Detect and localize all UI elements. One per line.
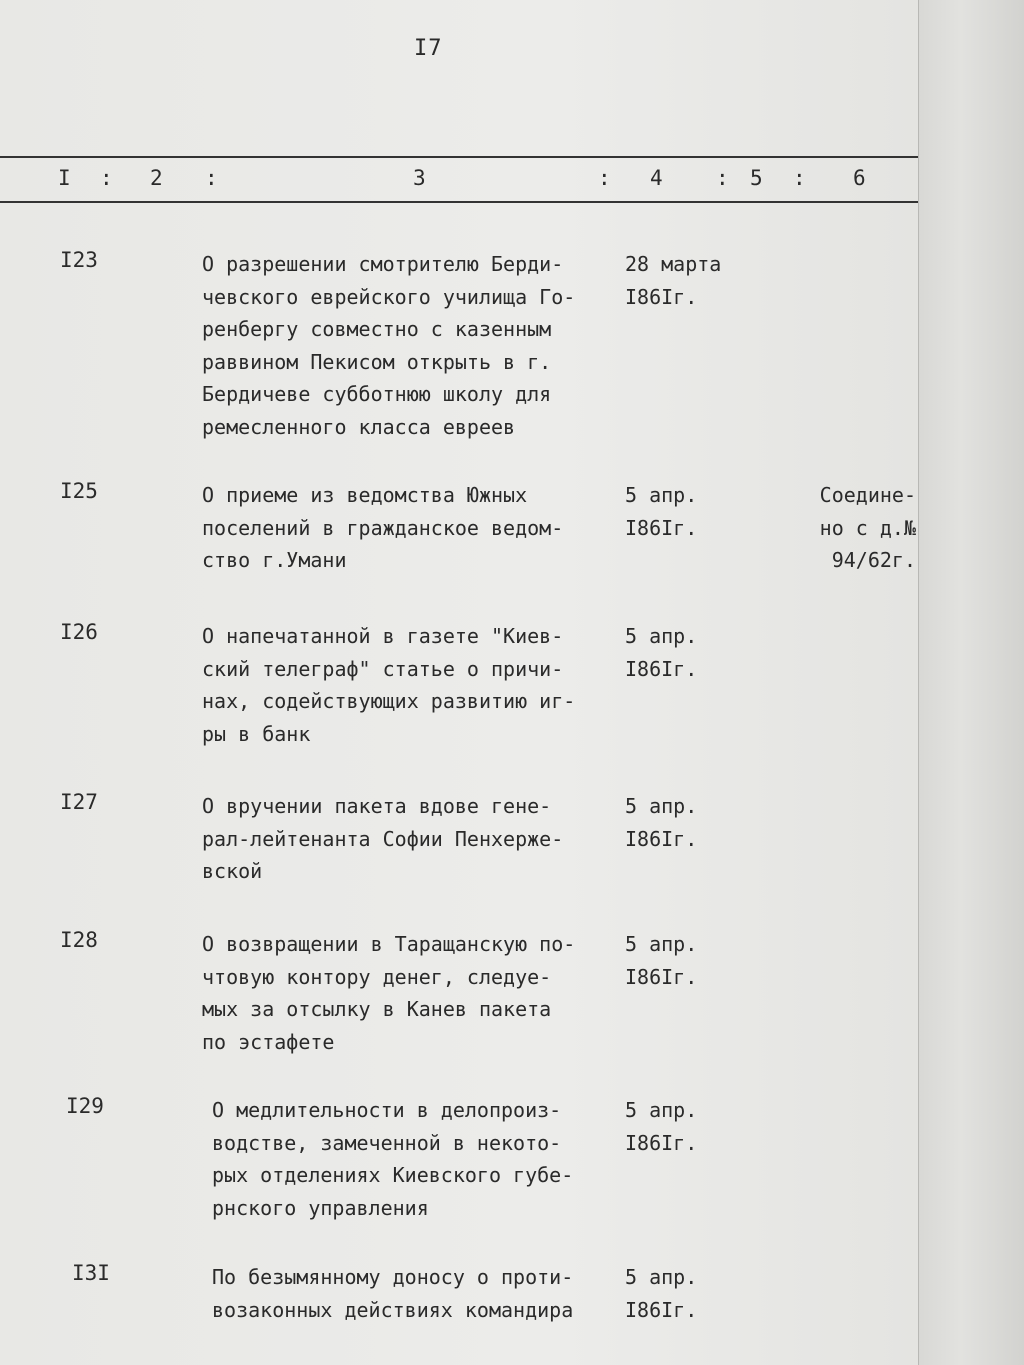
- entry-number: I29: [66, 1094, 104, 1118]
- entry-description: О напечатанной в газете "Киев- ский телеграф" статье о причи- нах, содействующих развитию иг- ры в банк: [202, 624, 576, 746]
- entry-number: I25: [60, 479, 98, 503]
- column-separator: :: [598, 166, 611, 190]
- entry-number: I28: [60, 928, 98, 952]
- page-edge: [918, 0, 1024, 1365]
- column-separator: :: [793, 166, 806, 190]
- entry-description: О разрешении смотрителю Берди- чевского еврейского училища Го- ренбергу совместно с казенным раввином Пекисом открыть в г. Бердичеве субботнюю школу для ремесленного класса евреев: [202, 252, 576, 439]
- entry-description: О возвращении в Таращанскую по- чтовую контору денег, следуе- мых за отсылку в Канев пакета по эстафете: [202, 932, 576, 1054]
- header-top-rule: [0, 156, 918, 158]
- entry-description: По безымянному доносу о проти- возаконных действиях командира: [212, 1265, 574, 1322]
- column-header-2: 2: [150, 166, 163, 190]
- entry-date: 28 марта I86Iг.: [625, 252, 722, 309]
- column-separator: :: [205, 166, 218, 190]
- column-header-3: 3: [413, 166, 426, 190]
- column-header-5: 5: [750, 166, 763, 190]
- entry-date: 5 апр. I86Iг.: [625, 624, 698, 681]
- entry-note: Соедине- но с д.№ 94/62г.: [819, 483, 916, 572]
- page-number: I7: [414, 36, 443, 61]
- entry-description: О вручении пакета вдове гене- рал-лейтенанта Софии Пенхерже- вской: [202, 794, 564, 883]
- column-header-row: [0, 160, 918, 200]
- entry-number: I27: [60, 790, 98, 814]
- column-header-1: I: [58, 166, 71, 190]
- page-edge-line: [918, 0, 919, 1365]
- entry-date: 5 апр. I86Iг.: [625, 1265, 698, 1322]
- entry-description: О медлительности в делопроиз- водстве, замеченной в некото- рых отделениях Киевского губе- рнского управления: [212, 1098, 574, 1220]
- entry-date: 5 апр. I86Iг.: [625, 932, 698, 989]
- header-bottom-rule: [0, 201, 918, 203]
- entry-date: 5 апр. I86Iг.: [625, 483, 698, 540]
- entry-number: I26: [60, 620, 98, 644]
- column-header-6: 6: [853, 166, 866, 190]
- column-header-4: 4: [650, 166, 663, 190]
- entry-date: 5 апр. I86Iг.: [625, 1098, 698, 1155]
- column-separator: :: [716, 166, 729, 190]
- entry-date: 5 апр. I86Iг.: [625, 794, 698, 851]
- entry-number: I23: [60, 248, 98, 272]
- column-separator: :: [100, 166, 113, 190]
- entry-description: О приеме из ведомства Южных поселений в гражданское ведом- ство г.Умани: [202, 483, 564, 572]
- entry-number: I3I: [72, 1261, 110, 1285]
